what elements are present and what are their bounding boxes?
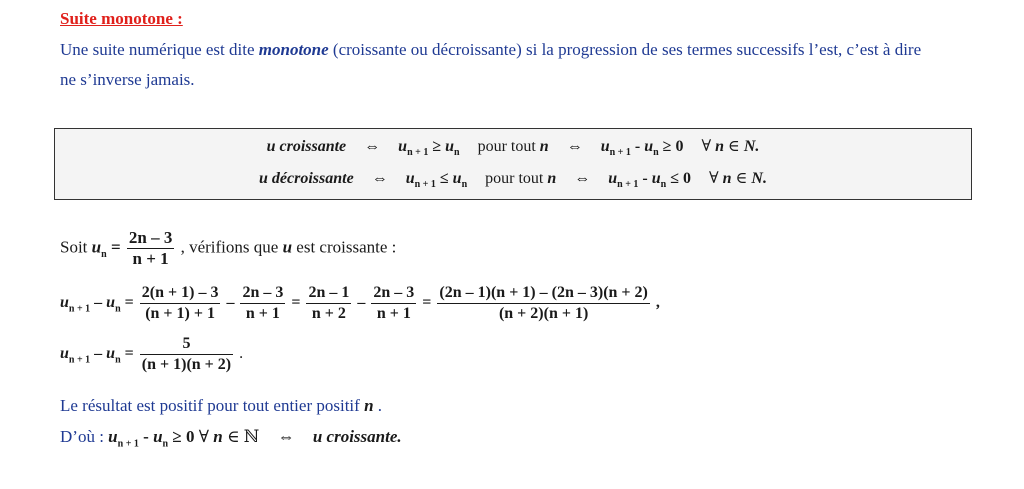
minus-symbol: -	[642, 170, 648, 187]
minus-symbol: –	[94, 345, 103, 363]
subscript: n	[162, 438, 169, 450]
minus-symbol: –	[94, 294, 103, 312]
result-line	[60, 396, 382, 416]
box-row-decroissante	[55, 168, 971, 190]
subscript: n + 1	[68, 354, 91, 366]
sym-n: n	[213, 427, 223, 446]
equiv-symbol: ⇔	[566, 138, 583, 155]
definition-line-1	[60, 40, 921, 60]
text-dou: D’où :	[60, 427, 104, 446]
denominator: n + 2	[311, 305, 346, 322]
sym-n: n	[547, 170, 557, 187]
sym-u: u	[108, 427, 118, 446]
relation-symbol: ≤	[670, 170, 679, 187]
equals-symbol: =	[124, 345, 134, 363]
subscript: n + 1	[617, 179, 639, 191]
minus-symbol: -	[143, 427, 149, 446]
sym-u: u	[282, 237, 293, 257]
fraction-4	[371, 283, 416, 324]
sym-u: u	[651, 170, 661, 187]
sym-u: u	[266, 138, 276, 155]
sym-u: u	[644, 138, 654, 155]
set-N: N.	[743, 138, 760, 155]
equals-symbol: =	[422, 294, 432, 312]
box-row-croissante	[55, 136, 971, 158]
equals-symbol: =	[291, 294, 301, 312]
equiv-symbol: ⇔	[574, 170, 591, 187]
text-pour-tout: pour tout	[477, 138, 536, 155]
fraction-un	[127, 228, 174, 269]
subscript: n	[115, 354, 121, 366]
section-title: Suite monotone :	[60, 9, 183, 28]
subscript: n	[454, 147, 460, 159]
element-of-symbol: ∈	[728, 138, 740, 155]
conclusion-line	[60, 427, 402, 449]
subscript: n + 1	[68, 303, 91, 315]
zero: 0	[683, 170, 691, 187]
definition-text-b: (croissante ou décroissante) si la progression de ses termes successifs l’est, c’est à dire	[332, 40, 922, 59]
text-est-croissante: est croissante :	[296, 237, 397, 257]
result-text: Le résultat est positif pour tout entier positif	[60, 396, 360, 415]
period: .	[239, 345, 244, 363]
fraction-5	[437, 283, 649, 324]
subscript: n	[101, 248, 107, 260]
subscript: n + 1	[117, 438, 139, 450]
calc-line-1	[60, 283, 660, 324]
text-soit: Soit	[60, 237, 88, 257]
minus-symbol: –	[226, 294, 235, 312]
denominator: n + 1	[376, 305, 411, 322]
set-N: ℕ	[243, 427, 260, 446]
subscript: n + 1	[414, 179, 436, 191]
sym-u: u	[445, 138, 455, 155]
relation-symbol: ≤	[439, 170, 449, 187]
comma: ,	[655, 294, 660, 312]
sym-n: n	[715, 138, 725, 155]
fraction-2	[240, 283, 285, 324]
text-verifions: , vérifions que	[180, 237, 279, 257]
sym-u: u	[91, 237, 102, 257]
numerator: 2n – 3	[240, 283, 285, 304]
fraction-3	[306, 283, 351, 324]
subscript: n	[660, 179, 667, 191]
numerator: 2n – 3	[371, 283, 416, 304]
equals-symbol: =	[110, 237, 121, 257]
equiv-symbol: ⇔	[371, 170, 388, 187]
numerator: (2n – 1)(n + 1) – (2n – 3)(n + 2)	[437, 283, 649, 304]
relation-symbol: ≥	[662, 138, 672, 155]
zero: 0	[185, 427, 195, 446]
forall-symbol: ∀	[709, 170, 719, 187]
definition-text-a: Une suite numérique est dite	[60, 40, 255, 59]
subscript: n	[461, 179, 468, 191]
minus-symbol: –	[357, 294, 366, 312]
sym-u: u	[452, 170, 462, 187]
denominator: n + 1	[132, 249, 169, 268]
relation-symbol: ≥	[172, 427, 182, 446]
element-of-symbol: ∈	[735, 170, 748, 187]
numerator: 2(n + 1) – 3	[140, 283, 221, 304]
definition-term: monotone	[258, 40, 329, 59]
sym-n: n	[722, 170, 732, 187]
denominator: n + 1	[245, 305, 280, 322]
fraction-1	[140, 283, 221, 324]
label-decroissante: décroissante	[271, 170, 354, 187]
example-line	[60, 228, 396, 269]
sym-n: n	[539, 138, 549, 155]
denominator: (n + 2)(n + 1)	[498, 305, 589, 322]
equiv-symbol: ⇔	[364, 138, 381, 155]
definition-line-2: ne s’inverse jamais.	[60, 70, 195, 89]
set-N: N.	[751, 170, 767, 187]
sym-u: u	[600, 138, 610, 155]
sym-u: u	[259, 170, 268, 187]
subscript: n + 1	[407, 147, 429, 159]
calc-line-2	[60, 334, 243, 375]
sym-u: u	[106, 345, 116, 363]
text-pour-tout: pour tout	[485, 170, 544, 187]
forall-symbol: ∀	[701, 138, 712, 155]
sym-u: u	[153, 427, 163, 446]
sym-u: u	[60, 345, 69, 363]
element-of-symbol: ∈	[226, 427, 240, 446]
fraction-result	[140, 334, 233, 375]
definition-box	[54, 128, 972, 200]
subscript: n	[653, 147, 659, 159]
sym-n: n	[364, 396, 374, 415]
sym-u: u	[405, 170, 415, 187]
minus-symbol: -	[634, 138, 641, 155]
zero: 0	[675, 138, 684, 155]
numerator: 2n – 3	[128, 228, 173, 247]
sym-u: u	[608, 170, 618, 187]
sym-u: u	[60, 294, 69, 312]
equiv-symbol: ⇔	[277, 427, 295, 446]
label-croissante: croissante	[279, 138, 347, 155]
sym-u: u	[106, 294, 116, 312]
equals-symbol: =	[124, 294, 134, 312]
sym-u: u	[398, 138, 408, 155]
forall-symbol: ∀	[198, 427, 209, 446]
denominator: (n + 1) + 1	[145, 305, 215, 322]
sym-u: u	[312, 427, 323, 446]
period: .	[377, 396, 383, 415]
label-croissante: croissante.	[326, 427, 402, 446]
numerator: 2n – 1	[306, 283, 351, 304]
subscript: n	[115, 303, 121, 315]
subscript: n + 1	[609, 147, 631, 159]
numerator: 5	[140, 334, 233, 355]
denominator: (n + 1)(n + 2)	[141, 356, 232, 373]
relation-symbol: ≥	[432, 138, 442, 155]
